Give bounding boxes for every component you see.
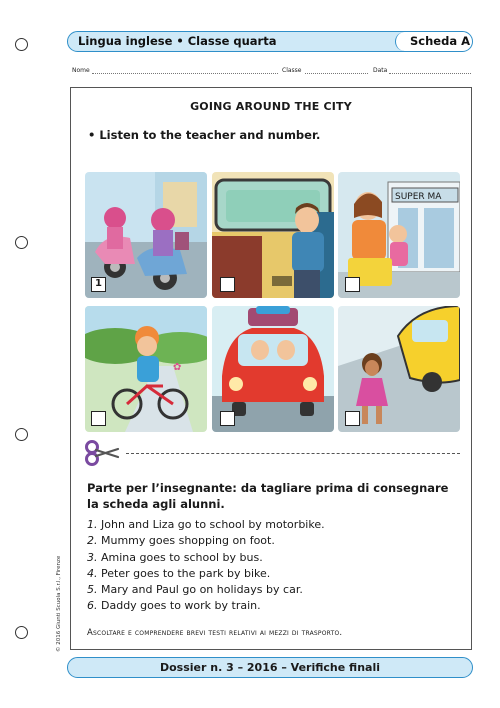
cut-line-row (84, 440, 460, 468)
class-line[interactable] (305, 73, 368, 74)
svg-text:✿: ✿ (173, 362, 182, 373)
sheet-title: GOING AROUND THE CITY (190, 100, 352, 113)
number-box[interactable] (220, 411, 235, 426)
sentence-list (87, 517, 325, 615)
number-box[interactable] (345, 411, 360, 426)
worksheet-frame (70, 87, 472, 650)
instruction: • Listen to the teacher and number. (88, 128, 321, 142)
binder-hole (15, 236, 28, 249)
list-item: 1. John and Liza go to school by motorbike. (87, 518, 325, 531)
binder-hole (15, 626, 28, 639)
date-line[interactable] (389, 73, 471, 74)
footer-band (67, 657, 473, 678)
supermarket-sign: SUPER MA (395, 192, 442, 201)
subject-title: Lingua inglese • Classe quarta (78, 34, 277, 48)
scissors-icon (84, 440, 120, 466)
number-box[interactable]: 1 (91, 277, 106, 292)
footer-text: Dossier n. 3 – 2016 – Verifiche finali (159, 661, 380, 674)
header-band (67, 31, 473, 52)
list-item: 6. Daddy goes to work by train. (87, 599, 261, 613)
name-line[interactable] (92, 73, 278, 74)
sheet-tab (395, 32, 472, 51)
sheet-tab-label: Scheda A (410, 34, 470, 48)
dashed-cut-line (126, 453, 460, 454)
list-item: 4. Peter goes to the park by bike. (87, 566, 271, 580)
learning-objective: Ascoltare e comprendere brevi testi relativi ai mezzi di trasporto. (87, 628, 343, 638)
copyright-note: © 2016 Giunti Scuola S.r.l., Firenze (56, 555, 62, 652)
number-box[interactable] (345, 277, 360, 292)
binder-hole (15, 428, 28, 441)
date-label: Data (373, 67, 388, 74)
number-box[interactable] (220, 277, 235, 292)
list-item: 2. Mummy goes shopping on foot. (87, 534, 275, 548)
teacher-heading: Parte per l’insegnante: da tagliare prima di consegnare la scheda agli alunni. (87, 481, 449, 511)
number-box[interactable] (91, 411, 106, 426)
student-fields (70, 67, 472, 79)
name-label: Nome (72, 67, 90, 74)
binder-hole (15, 38, 28, 51)
list-item: 5. Mary and Paul go on holidays by car. (87, 583, 303, 597)
class-label: Classe (282, 67, 302, 74)
list-item: 3. Amina goes to school by bus. (87, 550, 263, 564)
